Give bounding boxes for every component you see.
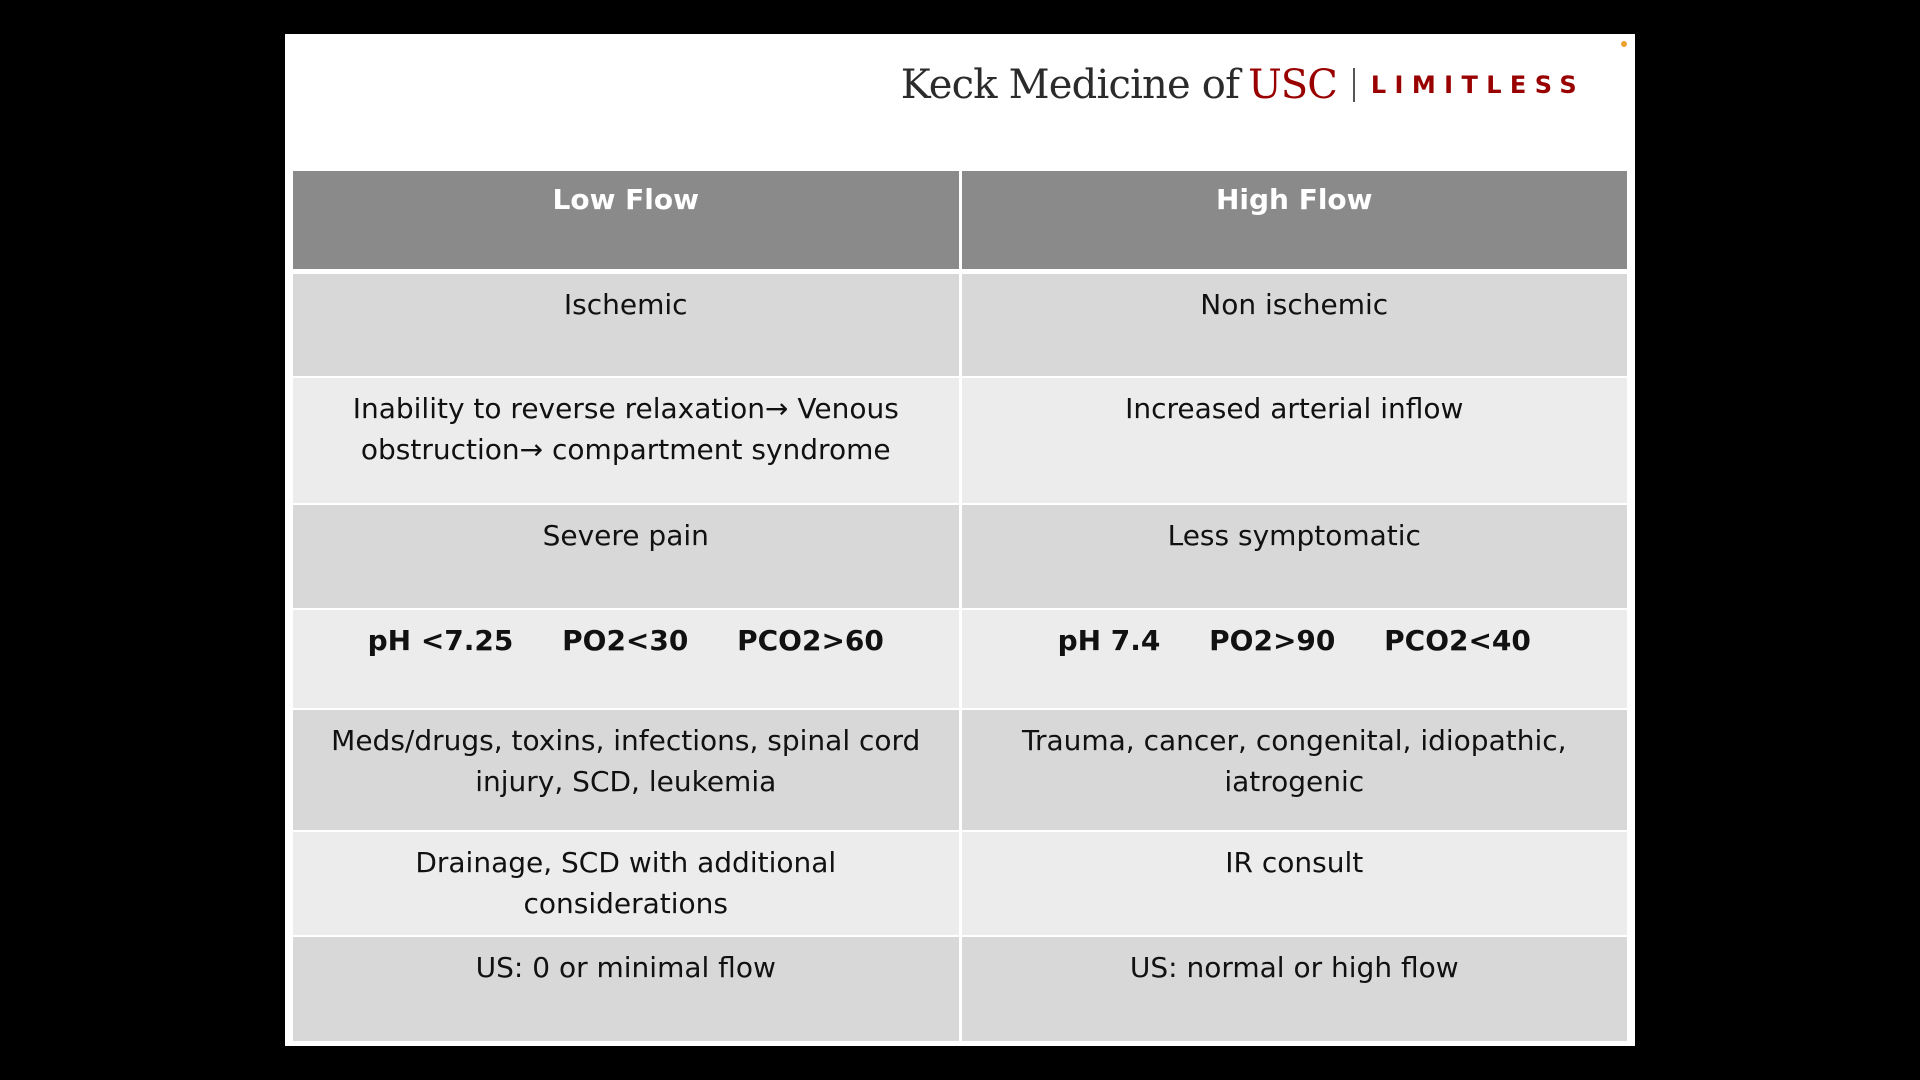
table-row: [292, 609, 1629, 709]
table-cell: Drainage, SCD with additional considerations: [292, 831, 961, 936]
table-row: [292, 504, 1629, 609]
table-row: [292, 936, 1629, 1042]
table-cell: pH <7.25 PO2<30 PCO2>60: [292, 609, 961, 709]
table-row: [292, 831, 1629, 936]
table-cell: Inability to reverse relaxation→ Venous obstruction→ compartment syndrome: [292, 377, 961, 504]
table-cell: pH 7.4 PO2>90 PCO2<40: [960, 609, 1629, 709]
table-cell: Non ischemic: [960, 272, 1629, 377]
keck-usc-logo: [901, 62, 1585, 108]
table-row: [292, 272, 1629, 377]
slide: [285, 34, 1635, 1046]
column-header-low-flow: Low Flow: [292, 171, 961, 272]
table-header-row: [292, 171, 1629, 272]
table-row: [292, 377, 1629, 504]
column-header-high-flow: High Flow: [960, 171, 1629, 272]
table-cell: Severe pain: [292, 504, 961, 609]
logo-divider: [1353, 68, 1355, 102]
cursor-dot: [1621, 41, 1627, 47]
logo-tagline: LIMITLESS: [1370, 71, 1585, 99]
table-cell: Trauma, cancer, congenital, idiopathic, iatrogenic: [960, 709, 1629, 831]
table-cell: Ischemic: [292, 272, 961, 377]
table-row: [292, 709, 1629, 831]
table-cell: Increased arterial inflow: [960, 377, 1629, 504]
logo-keck-text: Keck Medicine of: [900, 62, 1240, 108]
table-cell: Less symptomatic: [960, 504, 1629, 609]
table-cell: Meds/drugs, toxins, infections, spinal cord injury, SCD, leukemia: [292, 709, 961, 831]
table-cell: IR consult: [960, 831, 1629, 936]
table-cell: US: normal or high flow: [960, 936, 1629, 1042]
comparison-table: [290, 171, 1630, 1043]
logo-usc-text: USC: [1248, 62, 1337, 108]
table-cell: US: 0 or minimal flow: [292, 936, 961, 1042]
